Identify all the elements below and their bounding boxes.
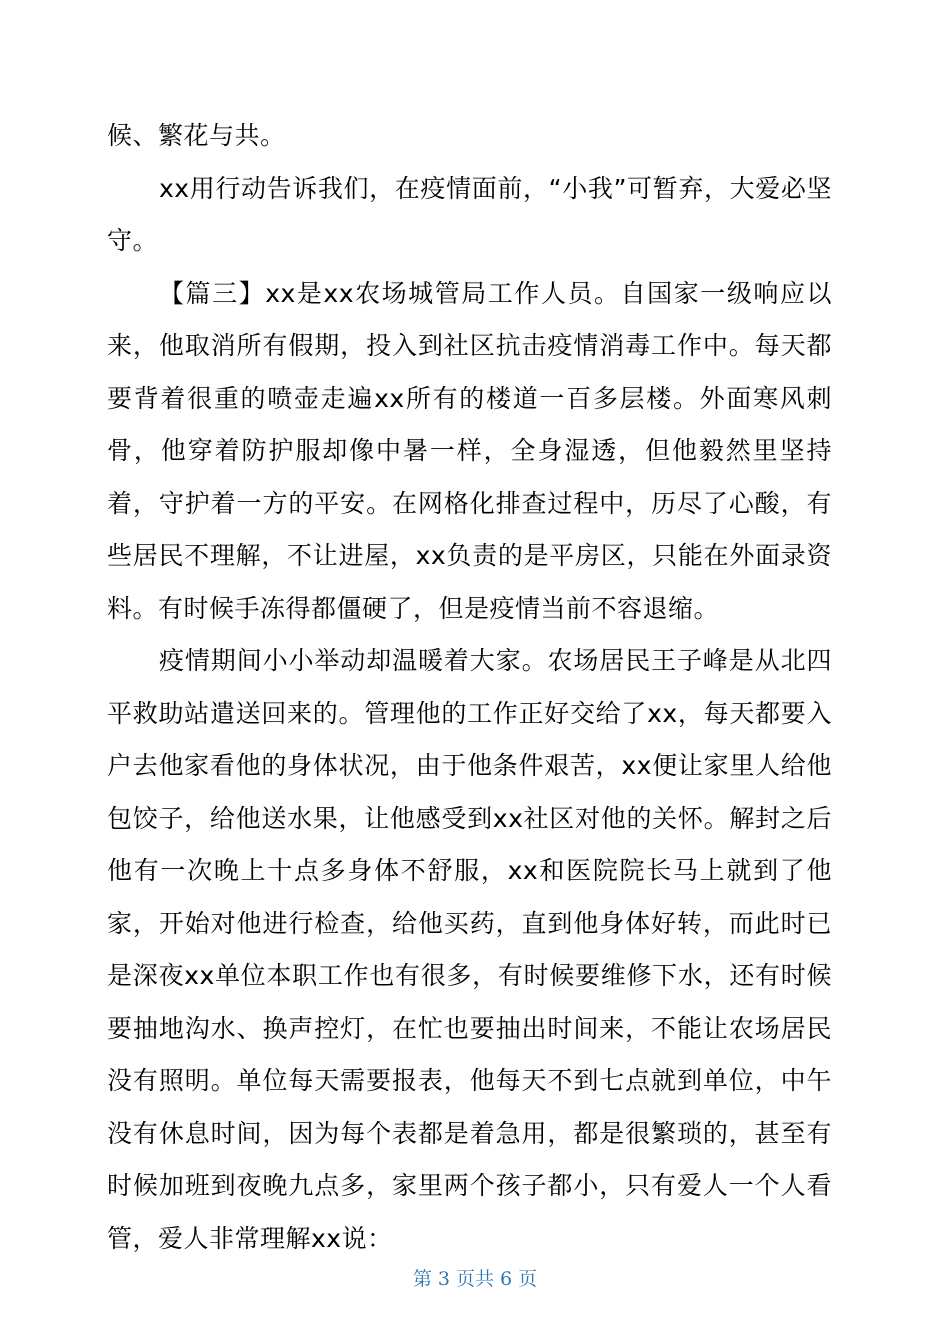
- paragraph-4: 疫情期间小小举动却温暖着大家。农场居民王子峰是从北四平救助站遣送回来的。管理他的工作正好交给了xx，每天都要入户去他家看他的身体状况，由于他条件艰苦，xx便让家里人给他包饺子，给他送水果，让他感受到xx社区对他的关怀。解封之后他有一次晚上十点多身体不舒服，xx和医院院长马上就到了他家，开始对他进行检查，给他买药，直到他身体好转，而此时已是深夜xx单位本职工作也有很多，有时候要维修下水，还有时候要抽地沟水、换声控灯，在忙也要抽出时间来，不能让农场居民没有照明。单位每天需要报表，他每天不到七点就到单位，中午没有休息时间，因为每个表都是着急用，都是很繁琐的，甚至有时候加班到夜晚九点多，家里两个孩子都小，只有爱人一个人看管，爱人非常理解xx说：: [107, 646, 832, 1253]
- paragraph-2: xx用行动告诉我们，在疫情面前，“小我”可暂弃，大爱必坚守。: [107, 173, 832, 255]
- page-number-footer: 第 3 页共 6 页: [412, 1268, 538, 1290]
- paragraph-3: 【篇三】xx是xx农场城管局工作人员。自国家一级响应以来，他取消所有假期，投入到社区抗击疫情消毒工作中。每天都要背着很重的喷壶走遍xx所有的楼道一百多层楼。外面寒风刺骨，他穿着防护服却像中暑一样，全身湿透，但他毅然里坚持着，守护着一方的平安。在网格化排查过程中，历尽了心酸，有些居民不理解，不让进屋，xx负责的是平房区，只能在外面录资料。有时候手冻得都僵硬了，但是疫情当前不容退缩。: [107, 278, 832, 623]
- paragraph-continued: 候、繁花与共。: [107, 121, 286, 150]
- document-body: [107, 110, 832, 1265]
